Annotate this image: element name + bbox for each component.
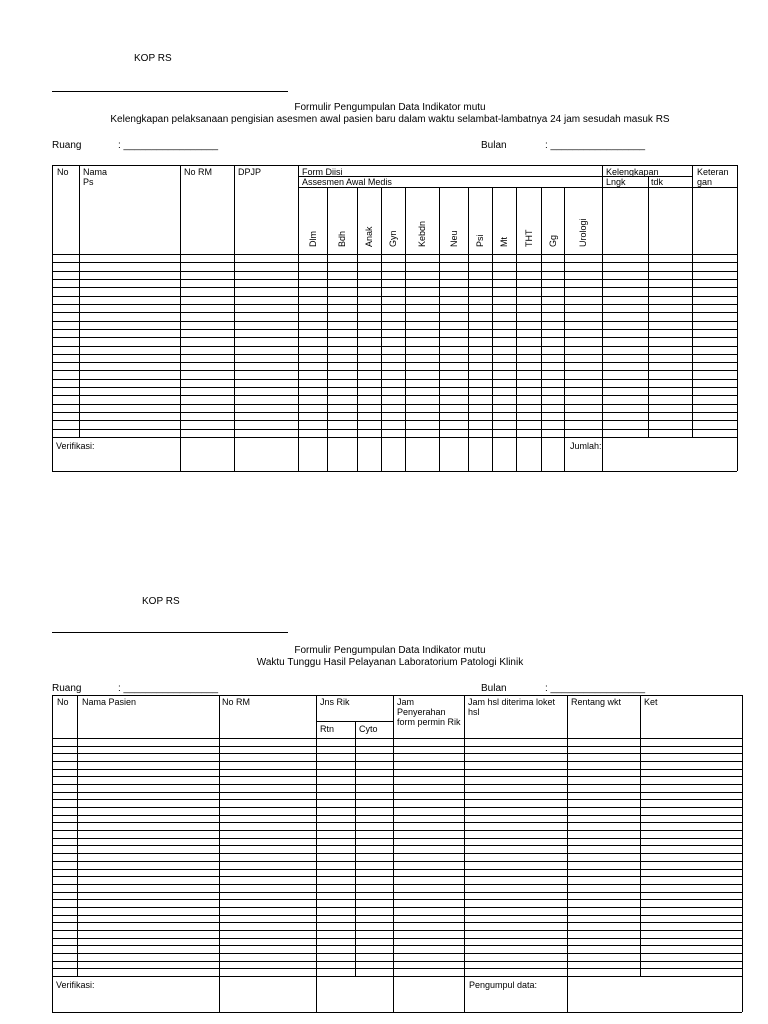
ruang-field[interactable]: : _________________ bbox=[118, 140, 219, 151]
table-row bbox=[52, 876, 742, 877]
specialty-label: Anak bbox=[364, 226, 374, 247]
ruang-label: Ruang bbox=[52, 140, 82, 151]
table-row bbox=[52, 304, 737, 305]
table-row bbox=[52, 892, 742, 893]
table1-col-line bbox=[79, 165, 80, 437]
table1-spec-col-line bbox=[516, 187, 517, 471]
table-row bbox=[52, 404, 737, 405]
bulan-field[interactable]: : _________________ bbox=[545, 140, 646, 151]
bulan-field-2[interactable]: : _________________ bbox=[545, 683, 646, 694]
table-row bbox=[52, 379, 737, 380]
table-row bbox=[52, 922, 742, 923]
table-row bbox=[52, 830, 742, 831]
table-row bbox=[52, 312, 737, 313]
form-subtitle: Kelengkapan pelaksanaan pengisian asesmen awal pasien baru dalam waktu selambat-lambatnya 24 jam sesudah masuk RS bbox=[110, 114, 670, 125]
table1-top bbox=[52, 165, 737, 166]
header-ket: Ket bbox=[644, 697, 658, 707]
table-row bbox=[52, 822, 742, 823]
table1-col-line bbox=[52, 165, 53, 471]
table-row bbox=[52, 761, 742, 762]
table-row bbox=[52, 807, 742, 808]
table1-col-line bbox=[234, 165, 235, 471]
header-dpjp: DPJP bbox=[238, 167, 262, 177]
specialty-label: Urologi bbox=[578, 218, 588, 247]
table2-col-line bbox=[464, 695, 465, 1012]
table-row bbox=[52, 869, 742, 870]
table2-top bbox=[52, 695, 742, 696]
specialty-label: Bdh bbox=[337, 230, 347, 247]
kop-rs-label-2: KOP RS bbox=[142, 596, 180, 607]
kop-underline-2 bbox=[52, 632, 288, 633]
form-title-2: Formulir Pengumpulan Data Indikator mutu bbox=[294, 645, 486, 656]
table2-col-line bbox=[355, 721, 356, 976]
header-no: No bbox=[57, 167, 69, 177]
table-row bbox=[52, 287, 737, 288]
table-row bbox=[52, 838, 742, 839]
header-jns-rik: Jns Rik bbox=[320, 697, 350, 707]
table1-spec-col-line bbox=[405, 187, 406, 471]
table2-col-line bbox=[567, 695, 568, 1012]
table1-spec-col-line bbox=[439, 187, 440, 471]
table1-verif-line bbox=[52, 437, 737, 438]
table1-spec-col-line bbox=[357, 187, 358, 471]
header-rtn: Rtn bbox=[320, 724, 335, 734]
table-row bbox=[52, 953, 742, 954]
table1-col-line bbox=[602, 165, 603, 471]
table1-right bbox=[737, 165, 738, 471]
table-row bbox=[52, 354, 737, 355]
table-row bbox=[52, 815, 742, 816]
table2-col-line bbox=[219, 695, 220, 1012]
table1-spec-col-line bbox=[381, 187, 382, 471]
table-row bbox=[52, 907, 742, 908]
table2-verif-line bbox=[52, 976, 742, 977]
specialty-label: Kebdn bbox=[417, 220, 427, 247]
specialty-label: Gg bbox=[548, 234, 558, 247]
jumlah-label: Jumlah: bbox=[570, 441, 602, 451]
table-row bbox=[52, 884, 742, 885]
table-row bbox=[52, 915, 742, 916]
table-row bbox=[52, 370, 737, 371]
table-row bbox=[52, 321, 737, 322]
table-row bbox=[52, 337, 737, 338]
table2-col-line bbox=[52, 695, 53, 1012]
verifikasi-label-2: Verifikasi: bbox=[56, 980, 95, 990]
table-row bbox=[52, 899, 742, 900]
table2-col-line bbox=[393, 695, 394, 1012]
table-row bbox=[52, 938, 742, 939]
header-no-rm: No RM bbox=[184, 167, 213, 177]
kop-rs-label: KOP RS bbox=[134, 53, 172, 64]
table-row bbox=[52, 961, 742, 962]
table-row bbox=[52, 346, 737, 347]
table-row bbox=[52, 792, 742, 793]
table1-spec-col-line bbox=[468, 187, 469, 471]
table-row bbox=[52, 362, 737, 363]
table-row bbox=[52, 845, 742, 846]
table-row bbox=[52, 769, 742, 770]
header-nama-pasien: Nama Pasien bbox=[82, 697, 137, 707]
table-row bbox=[52, 296, 737, 297]
table2-bottom bbox=[52, 1012, 742, 1013]
table1-body-top bbox=[52, 254, 737, 255]
table1-spec-col-line bbox=[541, 187, 542, 471]
table2-body-top bbox=[52, 738, 742, 739]
header-form-diisi: Form Diisi bbox=[302, 167, 343, 177]
header-jam-penyerahan: Jam Penyerahan form permin Rik bbox=[397, 697, 461, 727]
header-jam-hasil: Jam hsl diterima loket hsl bbox=[468, 697, 556, 717]
bulan-label-2: Bulan bbox=[481, 683, 507, 694]
table-row bbox=[52, 429, 737, 430]
specialty-label: Psi bbox=[475, 234, 485, 247]
header-no-rm-2: No RM bbox=[222, 697, 251, 707]
table-row bbox=[52, 329, 737, 330]
header-nama: Nama Ps bbox=[83, 167, 108, 187]
ruang-field-2[interactable]: : _________________ bbox=[118, 683, 219, 694]
pengumpul-label: Pengumpul data: bbox=[469, 980, 538, 990]
table-row bbox=[52, 746, 742, 747]
table-row bbox=[52, 853, 742, 854]
table1-spec-col-line bbox=[564, 187, 565, 471]
specialty-label: Dlm bbox=[308, 231, 318, 247]
table-row bbox=[52, 968, 742, 969]
table-row bbox=[52, 784, 742, 785]
table1-spec-col-line bbox=[327, 187, 328, 471]
table-row bbox=[52, 753, 742, 754]
header-asesmen: Assesmen Awal Medis bbox=[302, 177, 392, 187]
table1-col-line bbox=[298, 165, 299, 471]
table-row bbox=[52, 930, 742, 931]
table-row bbox=[52, 420, 737, 421]
table-row bbox=[52, 412, 737, 413]
specialty-label: Mt bbox=[499, 237, 509, 247]
form-title: Formulir Pengumpulan Data Indikator mutu bbox=[294, 102, 486, 113]
form-subtitle-2: Waktu Tunggu Hasil Pelayanan Laboratorium Patologi Klinik bbox=[256, 657, 524, 668]
specialty-label: Neu bbox=[449, 230, 459, 247]
specialty-label: THT bbox=[524, 229, 534, 247]
table1-col-line bbox=[648, 176, 649, 437]
table1-col-line bbox=[180, 165, 181, 471]
table2-col-line bbox=[77, 695, 78, 976]
table-row bbox=[52, 861, 742, 862]
header-lengkap: Lngk bbox=[606, 177, 626, 187]
table2-col-line bbox=[316, 695, 317, 1012]
header-rentang: Rentang wkt bbox=[571, 697, 622, 707]
header-no-2: No bbox=[57, 697, 69, 707]
table-row bbox=[52, 776, 742, 777]
table1-col-line bbox=[692, 165, 693, 437]
table2-col-line bbox=[640, 695, 641, 976]
table-row bbox=[52, 945, 742, 946]
table-row bbox=[52, 387, 737, 388]
verifikasi-label: Verifikasi: bbox=[56, 441, 95, 451]
table1-subheader-line bbox=[298, 176, 692, 177]
ruang-label-2: Ruang bbox=[52, 683, 82, 694]
table-row bbox=[52, 271, 737, 272]
kop-underline bbox=[52, 91, 288, 92]
header-kelengkapan: Kelengkapan bbox=[606, 167, 659, 177]
bulan-label: Bulan bbox=[481, 140, 507, 151]
table-row bbox=[52, 395, 737, 396]
table1-subheader-line bbox=[692, 187, 737, 188]
header-keterangan: Keteran gan bbox=[697, 167, 729, 187]
table1-spec-col-line bbox=[492, 187, 493, 471]
table2-col-line bbox=[742, 695, 743, 1012]
header-tidak: tdk bbox=[651, 177, 664, 187]
table-row bbox=[52, 262, 737, 263]
table-row bbox=[52, 799, 742, 800]
header-cyto: Cyto bbox=[359, 724, 378, 734]
table-row bbox=[52, 279, 737, 280]
specialty-label: Gyn bbox=[388, 230, 398, 247]
table1-bottom bbox=[52, 471, 737, 472]
